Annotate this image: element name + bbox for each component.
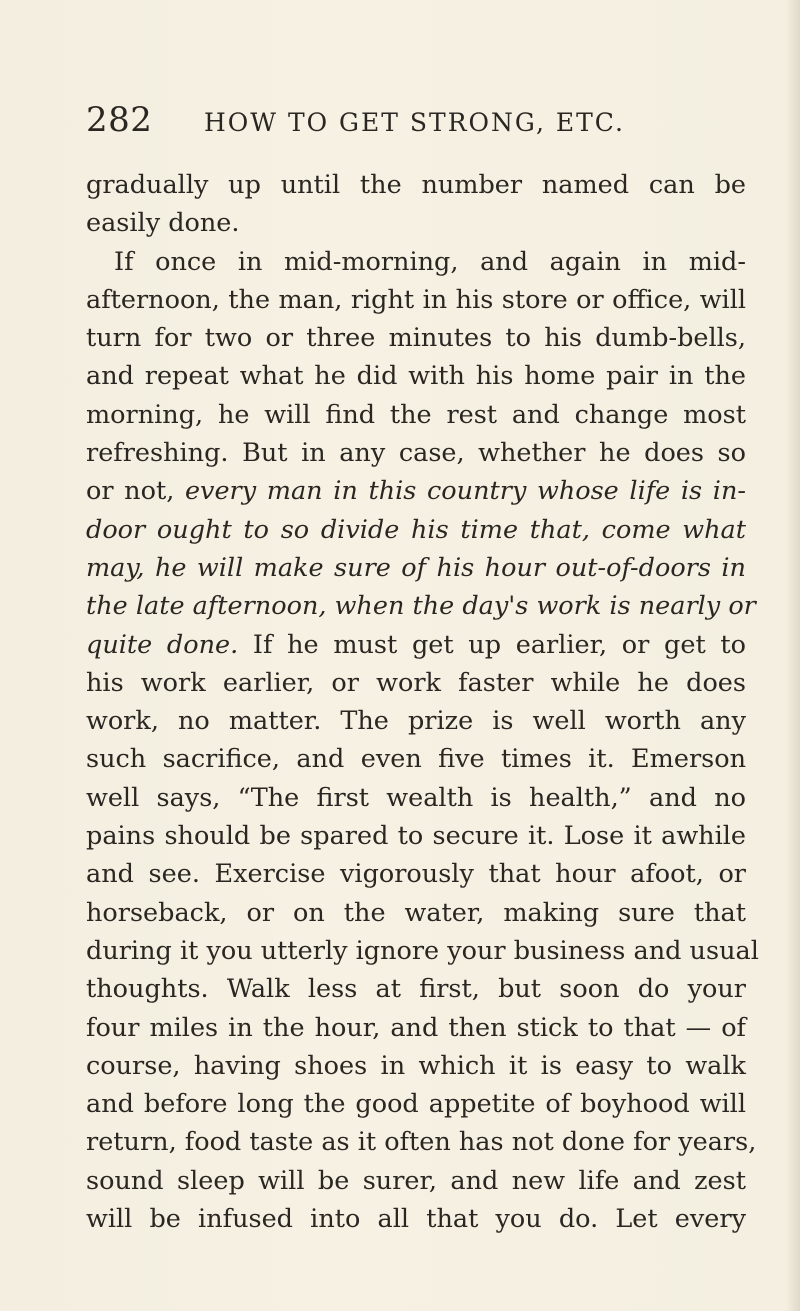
- text-line: and before long the good appetite of boyhood will: [86, 1089, 746, 1120]
- text-line: course, having shoes in which it is easy to walk: [86, 1050, 746, 1081]
- page-number: 282: [86, 100, 153, 140]
- text-line: his work earlier, or work faster while he does: [86, 667, 746, 698]
- text-line: sound sleep will be surer, and new life and zest: [86, 1165, 746, 1196]
- text-line: [86, 626, 746, 664]
- text-line: easily done.: [86, 208, 240, 239]
- text-line: pains should be spared to secure it. Lose it awhile: [86, 821, 746, 852]
- text-run: If he must get up earlier, or get to: [238, 629, 746, 660]
- text-line: refreshing. But in any case, whether he does so: [86, 438, 746, 469]
- text-line: during it you utterly ignore your business and usual: [86, 935, 759, 966]
- text-line: may, he will make sure of his hour out-of-doors in: [86, 552, 746, 583]
- page-edge-shadow: [786, 0, 800, 1311]
- text-line: morning, he will find the rest and change most: [86, 399, 746, 430]
- text-line: and see. Exercise vigorously that hour afoot, or: [86, 859, 746, 890]
- text-run: quite done.: [86, 629, 239, 660]
- body-text: [86, 166, 759, 1238]
- text-line: will be infused into all that you do. Let every: [86, 1204, 746, 1235]
- text-line: the late afternoon, when the day's work is nearly or: [86, 591, 756, 622]
- text-line: four miles in the hour, and then stick to that — of: [86, 1012, 746, 1043]
- text-run: every man in this country whose life is in-: [184, 476, 746, 507]
- text-line: thoughts. Walk less at first, but soon do your: [86, 974, 746, 1005]
- text-line: gradually up until the number named can be: [86, 170, 746, 200]
- text-line: and repeat what he did with his home pair in the: [86, 361, 746, 392]
- text-line: afternoon, the man, right in his store or office, will: [86, 284, 746, 315]
- running-head: [86, 100, 746, 144]
- running-title: HOW TO GET STRONG, ETC.: [204, 108, 625, 137]
- text-line: return, food taste as it often has not done for years,: [86, 1127, 757, 1158]
- text-line: such sacrifice, and even five times it. Emerson: [86, 744, 746, 775]
- text-line: If once in mid-morning, and again in mid-: [114, 246, 746, 277]
- text-line: work, no matter. The prize is well worth any: [86, 706, 746, 737]
- text-line: well says, “The first wealth is health,” and no: [86, 782, 746, 813]
- text-run: or not,: [86, 476, 185, 507]
- text-line: door ought to so divide his time that, come what: [86, 514, 746, 545]
- text-line: turn for two or three minutes to his dumb-bells,: [86, 323, 746, 354]
- text-line: horseback, or on the water, making sure that: [86, 897, 746, 928]
- text-line: [86, 472, 746, 510]
